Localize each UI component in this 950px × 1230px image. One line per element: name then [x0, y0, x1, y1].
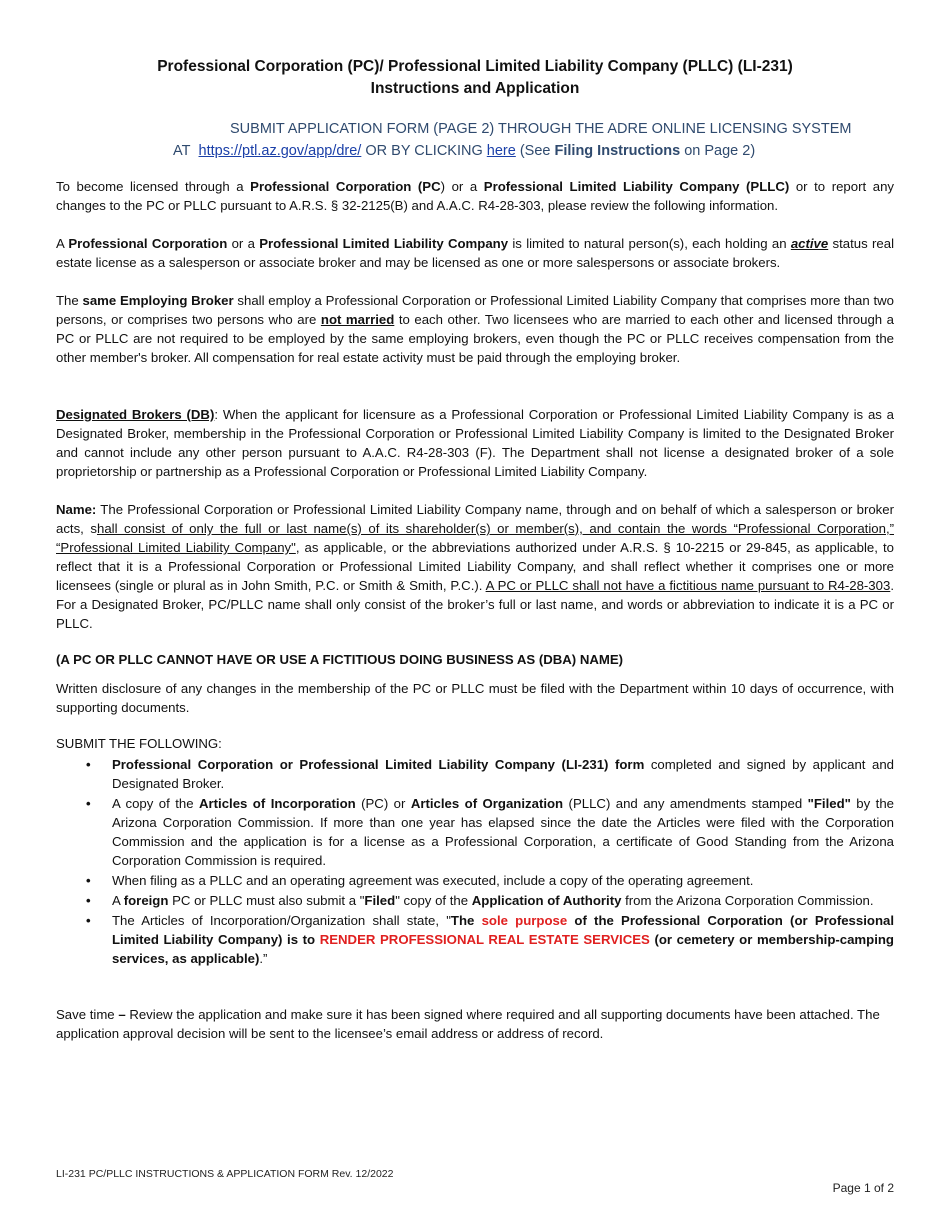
- page-title: Professional Corporation (PC)/ Professional Limited Liability Company (PLLC) (LI-231): [157, 58, 793, 75]
- eligibility-paragraph: A Professional Corporation or a Professional Limited Liability Company is limited to natural person(s), each holding an active status real estate license as a salesperson or associate broker and may be licensed as one or more salespersons or associate brokers.: [56, 236, 894, 270]
- page-subtitle: Instructions and Application: [370, 80, 580, 97]
- designated-brokers-paragraph: Designated Brokers (DB): When the applicant for licensure as a Professional Corporation or Professional Limited Liability Company is as a Designated Broker, membership in the Professional Corporation or Professional Limited Liability Company is limited to the Designated Broker and cannot include any other person pursuant to A.A.C. R4-28-303 (F). The Department shall not license a designated broker of a sole proprietorship or partnership as a Professional Corporation or Professional Limited Liability Company.: [56, 407, 895, 479]
- dba-notice: (A PC OR PLLC CANNOT HAVE OR USE A FICTITIOUS DOING BUSINESS AS (DBA) NAME): [56, 652, 624, 667]
- list-item: • The Articles of Incorporation/Organization shall state, "The sole purpose of the Professional Corporation (or Professional Limited Liability Company) is to RENDER PROFESSIONAL REAL ESTATE SERVICES (or cemetery or membership-camping services, as applicable).”: [86, 913, 894, 966]
- bullet-icon: •: [86, 796, 91, 811]
- membership-change-paragraph: Written disclosure of any changes in the membership of the PC or PLLC must be filed with the Department within 10 days of occurrence, with supporting documents.: [56, 681, 894, 715]
- filing-instructions-ref: Filing Instructions: [554, 143, 681, 159]
- name-label: Name:: [56, 502, 97, 517]
- list-item: • A copy of the Articles of Incorporation (PC) or Articles of Organization (PLLC) and any amendments stamped "Filed" by the Arizona Corporation Commission. If more than one year has elapsed since the date the Articles were filed with the Corporation Commission and the application is for a license as a Professional Corporation, a certificate of Good Standing from the Arizona Corporation Commission is required.: [86, 796, 895, 868]
- at-label: AT: [173, 143, 191, 159]
- here-link[interactable]: here: [486, 143, 516, 159]
- bullet-icon: •: [86, 913, 91, 928]
- list-item: • A foreign PC or PLLC must also submit a "Filed" copy of the Application of Authority from the Arizona Corporation Commission.: [86, 893, 874, 908]
- submit-notice-line2: AT https://ptl.az.gov/app/dre/ OR BY CLICKING here (See Filing Instructions on Page 2): [173, 143, 756, 159]
- list-item: • Professional Corporation or Professional Limited Liability Company (LI-231) form completed and signed by applicant and Designated Broker.: [86, 757, 894, 791]
- form-id-footer: LI-231 PC/PLLC INSTRUCTIONS & APPLICATION FORM Rev. 12/2022: [56, 1168, 394, 1180]
- bullet-icon: •: [86, 893, 91, 908]
- name-paragraph: Name: The Professional Corporation or Professional Limited Liability Company name, through and on behalf of which a salesperson or broker acts, shall consist of only the full or last name(s) of its shareholder(s) or member(s), and contain the words “Professional Corporation,” “Professional Limited Liability Company", as applicable, or the abbreviations authorized under A.R.S. § 10-2215 or 29-845, as applicable, to reflect that it is a Professional Corporation or Professional Limited Liability Company, and shall reflect whether it comprises one or more licensees (single or plural as in John Smith, P.C. or Smith & Smith, P.C.). A PC or PLLC shall not have a fictitious name pursuant to R4-28-303. For a Designated Broker, PC/PLLC name shall only consist of the broker’s full or last name, and words or abbreviation to indicate it is a PC or PLLC.: [56, 502, 894, 631]
- submit-heading: SUBMIT THE FOLLOWING:: [56, 736, 222, 751]
- list-item: • When filing as a PLLC and an operating agreement was executed, include a copy of the operating agreement.: [86, 873, 754, 888]
- intro-paragraph: To become licensed through a Professional Corporation (PC) or a Professional Limited Liability Company (PLLC) or to report any changes to the PC or PLLC pursuant to A.R.S. § 32-2125(B) and A.A.C. R4-28-303, please review the following information.: [56, 179, 894, 213]
- page-number: Page 1 of 2: [832, 1181, 894, 1195]
- designated-brokers-label: Designated Brokers (DB): [56, 407, 215, 422]
- adre-licensing-link[interactable]: https://ptl.az.gov/app/dre/: [198, 143, 362, 159]
- bullet-icon: •: [86, 873, 91, 888]
- save-time-paragraph: Save time – Review the application and make sure it has been signed where required and all supporting documents have been attached. The application approval decision will be sent to the licensee’s email address or address of record.: [56, 1007, 880, 1041]
- requirements-list: [56, 755, 894, 969]
- submit-notice-line1: SUBMIT APPLICATION FORM (PAGE 2) THROUGH THE ADRE ONLINE LICENSING SYSTEM: [230, 121, 852, 137]
- employing-broker-paragraph: The same Employing Broker shall employ a Professional Corporation or Professional Limited Liability Company that comprises more than two persons, or comprises two persons who are not married to each other. Two licensees who are married to each other and licensed through a PC or PLLC are not required to be employed by the same employing brokers, even though the PC or PLLC receives compensation from the other member's broker. All compensation for real estate activity must be paid through the employing broker.: [56, 293, 895, 365]
- bullet-icon: •: [86, 757, 91, 772]
